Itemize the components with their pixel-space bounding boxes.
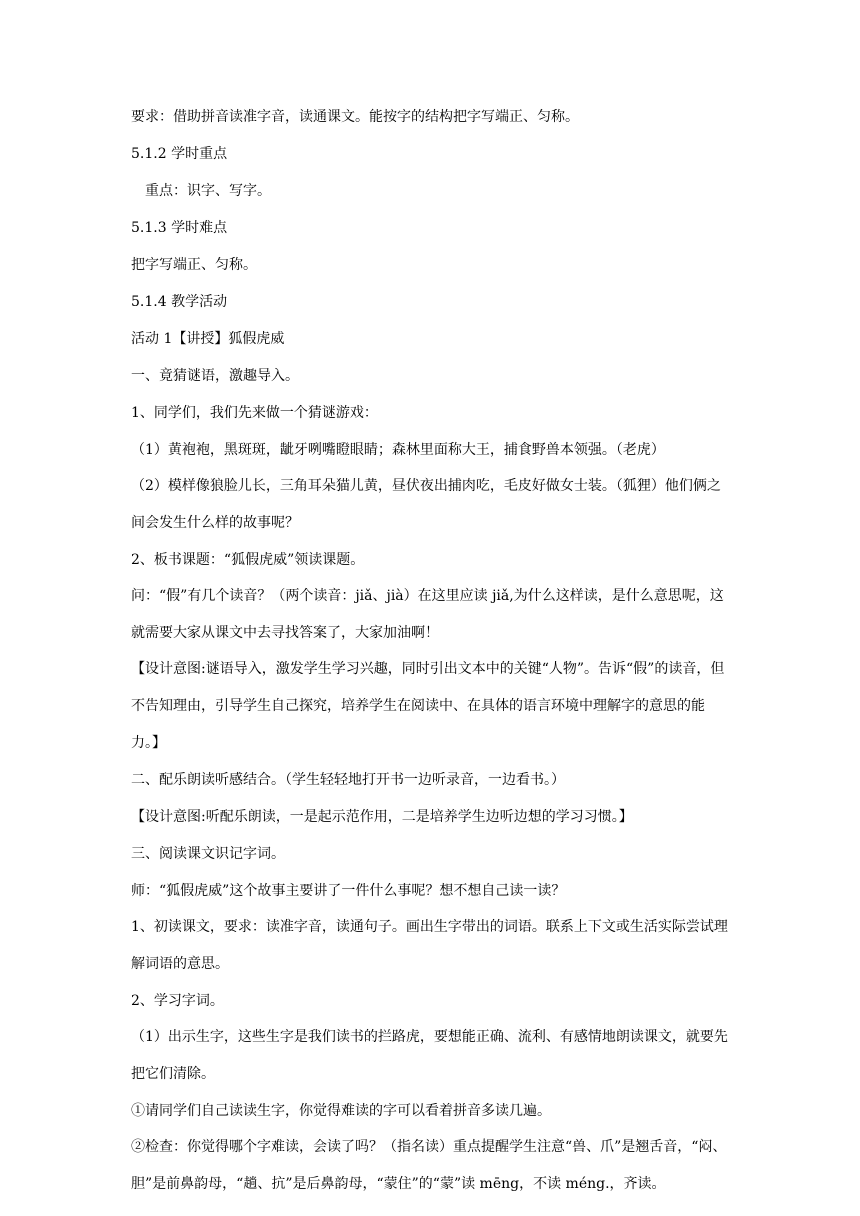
step-heading: 一、竟猜谜语，激趣导入。 <box>131 368 299 384</box>
first-reading: 1、初读课文，要求：读准字音，读通句子。画出生字带出的词语。联系上下文或生活实际尝试理解词语的意思。 <box>131 919 728 972</box>
teacher-question: 师：“狐假虎威”这个故事主要讲了一件什么事呢？想不想自己读一读？ <box>131 883 566 899</box>
read-characters: ①请同学们自己读读生字，你觉得难读的字可以看着拼音多读几遍。 <box>131 1103 551 1119</box>
section-heading-difficulties: 5.1.3 学时难点 <box>131 220 228 236</box>
key-points-paragraph: 重点：识字、写字。 <box>145 183 271 199</box>
check-reading: ②检查：你觉得哪个字难读，会读了吗？（指名读）重点提醒学生注意“兽、爪”是翘舌音，“闷、胆”是前鼻韵母，“趟、抗”是后鼻韵母，“蒙住”的“蒙”读 mēng，不读 méng.，齐读。 <box>131 1139 727 1192</box>
question-paragraph: 问：“假”有几个读音？（两个读音：jiǎ、jià）在这里应读 jiǎ,为什么这样读，是什么意思呢，这就需要大家从课文中去寻找答案了，大家加油啊！ <box>131 588 724 641</box>
requirement-paragraph: 要求：借助拼音读准字音，读通课文。能按字的结构把字写端正、匀称。 <box>131 109 579 125</box>
learn-words: 2、学习字词。 <box>131 993 224 1009</box>
show-new-characters: （1）出示生字，这些生字是我们读书的拦路虎，要想能正确、流利、有感情地朗读课文，就要先把它们清除。 <box>131 1029 728 1082</box>
step-heading: 二、配乐朗读听感结合。（学生轻轻地打开书一边听录音，一边看书。） <box>131 772 565 788</box>
design-intent-2: 【设计意图:听配乐朗读，一是起示范作用，二是培养学生边听边想的学习习惯。】 <box>131 809 633 825</box>
riddle-2: （2）模样像狼脸儿长，三角耳朵猫儿黄，昼伏夜出捕肉吃，毛皮好做女士装。（狐狸）他们俩之间会发生什么样的故事呢？ <box>131 478 721 531</box>
document-body <box>131 107 731 1211</box>
section-heading-activities: 5.1.4 教学活动 <box>131 294 228 310</box>
activity-title: 活动 1【讲授】狐假虎威 <box>131 331 285 347</box>
title-writing: 2、板书课题：“狐假虎威”领读课题。 <box>131 552 365 568</box>
section-heading-key-points: 5.1.2 学时重点 <box>131 146 228 162</box>
step-heading: 三、阅读课文识记字词。 <box>131 846 285 862</box>
riddle-1: （1）黄袍袍，黑斑斑，龇牙咧嘴瞪眼睛；森林里面称大王，捕食野兽本领强。（老虎） <box>131 442 665 458</box>
design-intent-1: 【设计意图:谜语导入，激发学生学习兴趣，同时引出文本中的关键“人物”。告诉“假”的读音，但不告知理由，引导学生自己探究，培养学生在阅读中、在具体的语言环境中理解字的意思的能力。】 <box>131 661 725 751</box>
difficulties-paragraph: 把字写端正、匀称。 <box>131 257 257 273</box>
riddle-intro: 1、同学们，我们先来做一个猜谜游戏： <box>131 405 378 421</box>
